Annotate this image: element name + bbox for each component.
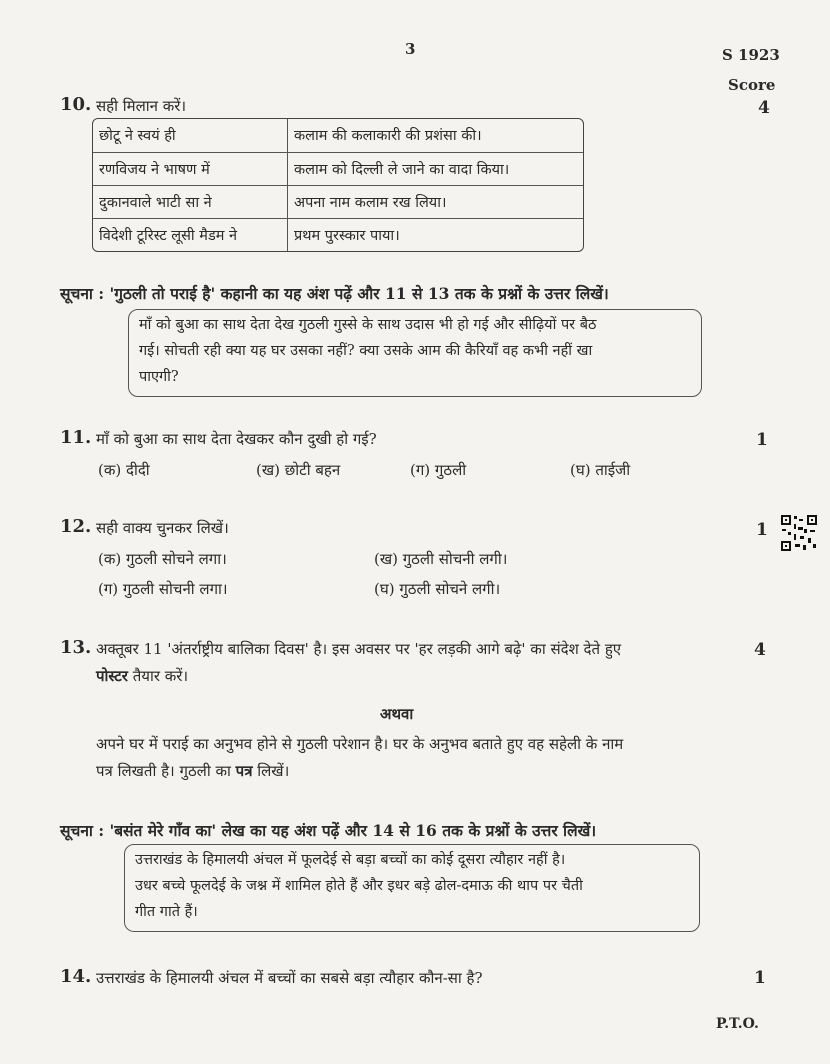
q11-option-b: (ख) छोटी बहन [256, 461, 341, 479]
q14-number: 14. [60, 966, 92, 987]
match-row [93, 185, 583, 218]
q12-option-a: (क) गुठली सोचने लगा। [98, 550, 227, 568]
match-row [93, 218, 583, 251]
letter-keyword: पत्र [235, 762, 253, 780]
q10-prompt: सही मिलान करें। [96, 97, 187, 115]
passage-box-2 [124, 844, 700, 932]
match-row [93, 152, 583, 185]
match-left: दुकानवाले भाटी सा ने [93, 185, 288, 218]
page-number: 3 [405, 40, 416, 58]
q12-prompt: सही वाक्य चुनकर लिखें। [96, 519, 229, 537]
match-left: छोटू ने स्वयं ही [93, 119, 288, 152]
score-label: Score [728, 76, 776, 94]
passage-line: उधर बच्चे फूलदेई के जश्न में शामिल होते हैं और इधर बड़े ढोल-दमाऊ की थाप पर चैती [135, 878, 583, 894]
match-row [93, 119, 583, 152]
q13-alt-line-2 [96, 759, 289, 783]
match-right: कलाम की कलाकारी की प्रशंसा की। [294, 128, 482, 144]
q12-option-d: (घ) गुठली सोचने लगी। [374, 580, 501, 598]
q11-option-d: (घ) ताईजी [570, 461, 631, 479]
passage-line: गई। सोचती रही क्या यह घर उसका नहीं? क्या उसके आम की कैरियाँ वह कभी नहीं खा [139, 343, 593, 359]
q12-option-b: (ख) गुठली सोचनी लगी। [374, 550, 508, 568]
q13-line-2 [96, 664, 188, 688]
q11-prompt: माँ को बुआ का साथ देता देखकर कौन दुखी हो गई? [96, 430, 377, 448]
q11-option-a: (क) दीदी [98, 461, 150, 479]
qr-code-icon [780, 514, 818, 552]
q13-line-1: अक्तूबर 11 'अंतर्राष्ट्रीय बालिका दिवस' है। इस अवसर पर 'हर लड़की आगे बढ़े' का संदेश देते हुए [96, 640, 622, 658]
q11-number: 11. [60, 427, 92, 448]
match-table [92, 118, 584, 252]
q13-number: 13. [60, 637, 92, 658]
passage-line: गीत गाते हैं। [135, 904, 198, 920]
q14-prompt: उत्तराखंड के हिमालयी अंचल में बच्चों का सबसे बड़ा त्यौहार कौन-सा है? [96, 969, 483, 987]
q12-number: 12. [60, 516, 92, 537]
paper-code: S 1923 [722, 46, 780, 64]
q10-marks: 4 [758, 98, 770, 118]
q10-number: 10. [60, 94, 92, 115]
q13-alt-line-2-start: पत्र लिखती है। गुठली का [96, 762, 236, 780]
passage-line: उत्तराखंड के हिमालयी अंचल में फूलदेई से बड़ा बच्चों का कोई दूसरा त्यौहार नहीं है। [135, 852, 566, 868]
q12-option-c: (ग) गुठली सोचनी लगा। [98, 580, 228, 598]
notice-1: सूचना : 'गुठली तो पराई है' कहानी का यह अंश पढ़ें और 11 से 13 तक के प्रश्नों के उत्तर लिखें। [60, 284, 609, 303]
q13-alt-line-1: अपने घर में पराई का अनुभव होने से गुठली परेशान है। घर के अनुभव बताते हुए वह सहेली के नाम [96, 735, 624, 753]
passage-box-1 [128, 309, 702, 397]
q11-option-c: (ग) गुठली [410, 461, 467, 479]
q13-line-2-rest: तैयार करें। [127, 667, 189, 685]
notice-2: सूचना : 'बसंत मेरे गाँव का' लेख का यह अंश पढ़ें और 14 से 16 तक के प्रश्नों के उत्तर लिखें। [60, 821, 597, 840]
poster-keyword: पोस्टर [96, 667, 128, 685]
match-left: रणविजय ने भाषण में [93, 152, 288, 185]
pto-label: P.T.O. [716, 1016, 759, 1032]
q13-alt-line-2-end: लिखें। [252, 762, 290, 780]
match-right: प्रथम पुरस्कार पाया। [288, 218, 583, 251]
or-label: अथवा [380, 705, 414, 723]
q13-marks: 4 [754, 640, 766, 660]
match-right: कलाम को दिल्ली ले जाने का वादा किया। [288, 152, 583, 185]
q12-marks: 1 [756, 520, 768, 540]
match-right: अपना नाम कलाम रख लिया। [288, 185, 583, 218]
passage-line: माँ को बुआ का साथ देता देख गुठली गुस्से के साथ उदास भी हो गई और सीढ़ियों पर बैठ [139, 317, 597, 333]
passage-line: पाएगी? [139, 369, 179, 385]
q14-marks: 1 [754, 968, 766, 988]
match-left: विदेशी टूरिस्ट लूसी मैडम ने [93, 218, 288, 251]
q11-marks: 1 [756, 430, 768, 450]
